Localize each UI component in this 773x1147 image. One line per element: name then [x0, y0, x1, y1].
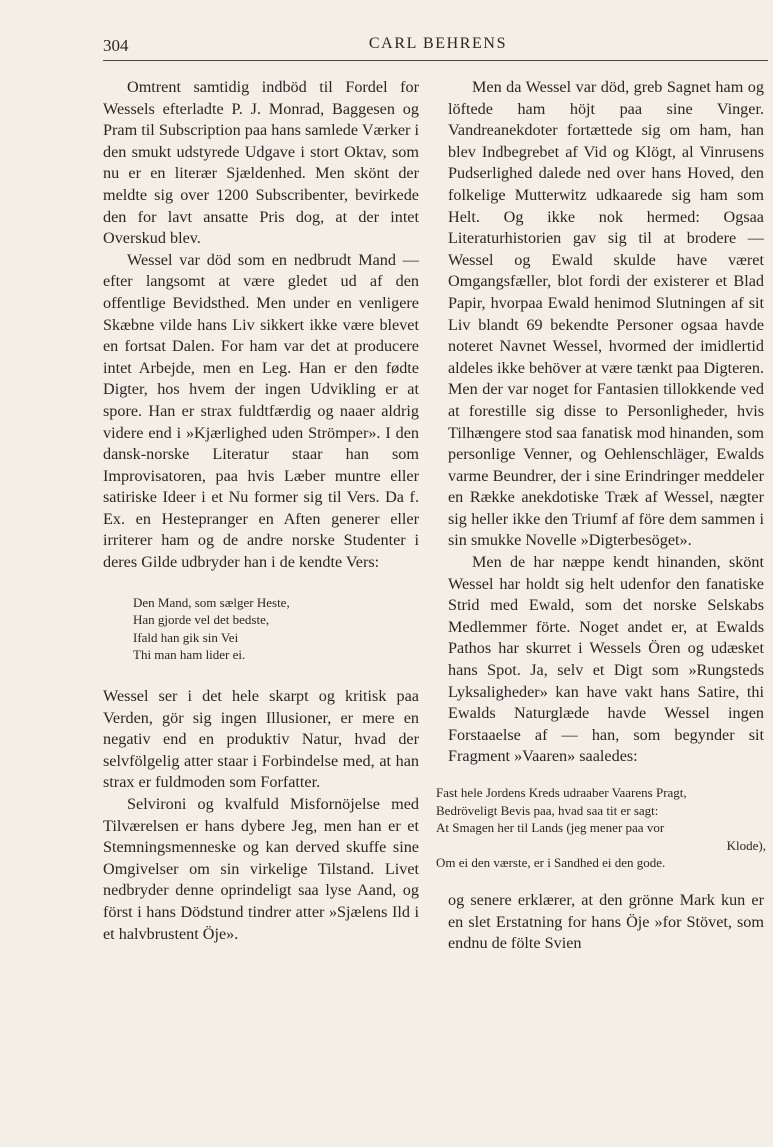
header-rule — [103, 60, 768, 61]
running-title: CARL BEHRENS — [368, 35, 508, 52]
verse-line: Han gjorde vel det bedste, — [133, 612, 270, 628]
paragraph: Men de har næppe kendt hinanden, skönt Wessel har holdt sig helt udenfor den fanatiske Strid med Ewald, som det norske Selskabs Medlemmer förte. Noget andet er, at Ewalds Pathos har skurret i Wessels Ören og udæsket hans Spot. Ja, selv et Digt som »Rungsteds Lyksaligheder» kan have vakt hans Satire, thi Ewalds Naturglæde havde Wessel ingen Forstaaelse af — han, som begynder sit Fragment »Vaaren» saaledes: — [448, 553, 764, 766]
verse-line: Fast hele Jordens Kreds udraaber Vaarens Pragt, — [436, 785, 687, 800]
paragraph: Wessel ser i det hele skarpt og kritisk paa Verden, gör sig ingen Illusioner, er mere en negativ end en produktiv Natur, hvad der selvfölgelig atter staar i Forbindelse med, at han strax er fuldmoden som Forfatter. — [103, 687, 419, 792]
paragraph: Selvironi og kvalfuld Misfornöjelse med Tilværelsen er hans dybere Jeg, men han er et Stemningsmenneske og kan derved skuffe sine Omgivelser om sin virkelige Tilstand. Livet nedbryder denne oprindeligt saa lyse Aand, og först i hans Dödstund tindrer atter »Sjælens Ild i et halvbrustent Öje». — [103, 795, 419, 943]
verse-line: At Smagen her til Lands (jeg mener paa vor — [436, 820, 665, 836]
paragraph: Omtrent samtidig indböd til Fordel for Wessels efterladte P. J. Monrad, Baggesen og Pram til Subscription paa hans samlede Værker i den smukt udstyrede Udgave i stort Oktav, som nu er en literær Sjældenhed. Men skönt der meldte sig over 1200 Subscribenter, bevirkede den for lavt ansatte Pris dog, at der intet Overskud blev. — [103, 78, 419, 248]
right-column — [436, 77, 766, 955]
verse-line: Ifald han gik sin Vei — [133, 629, 239, 645]
paragraph: Men da Wessel var död, greb Sagnet ham og löftede ham höjt paa sine Vinger. Vandreanekdoter fortættede sig om ham, han blev Indbegrebet af Vid og Klögt, al Vinrusens Pudserlighed dalede ned over hans Hoved, den folkelige Mutterwitz udkaarede sig ham som Helt. Og ikke nok hermed: Ogsaa Literaturhistorien gav sig til at brodere — Wessel og Ewald skulde have været Omgangsfæller, blot fordi der existerer et Blad Papir, hvorpaa Ewald henimod Slutningen af sit Liv blandt 69 bekendte Personer ogsaa havde noteret Navnet Wessel, hvormed der imidlertid aldeles ikke behöver at være tænkt paa Digteren. Men der var noget for Fantasien tillokkende ved at forestille sig disse to Personligheder, hvis Tilhængere stod saa fanatisk mod hinanden, som personlige Venner, og Oehlenschläger, Ewalds varme Beundrer, der i sine Erindringer meddeler en Række anekdotiske Træk af Wessel, nægter sig heller ikke den Triumf af före dem sammen i sin smukke Novelle »Digterbesöget». — [448, 78, 764, 550]
paragraph: og senere erklærer, at den grönne Mark kun er en slet Erstatning for hans Öje »for Stövet, som endnu de fölte Svien — [448, 890, 764, 953]
page-header — [103, 34, 773, 58]
verse-quote — [436, 784, 766, 872]
verse-line: Den Mand, som sælger Heste, — [133, 594, 290, 610]
paragraph: Wessel var död som en nedbrudt Mand — efter langsomt at være gledet ud af den offentlige Bevidsthed. Men under en venligere Skæbne vilde hans Liv sikkert ikke være blevet en fortsat Dalen. For ham var det at producere intet Arbejde, men en Leg. Han er den fødte Digter, hos hvem der ingen Udvikling er at spore. Han er strax fuldtfærdig og naaer aldrig videre end i »Kjærlighed uden Strömper». I den dansk-norske Literatur staar han som Improvisatoren, paa hvis Læber muntre eller satiriske Ideer i et Nu former sig til Vers. Da f. Ex. en Hestepranger en Aften generer eller irriterer ham og de andre norske Studenter i deres Gilde udbryder han i de kendte Vers: — [103, 250, 419, 572]
verse-line: Thi man ham lider ei. — [133, 647, 246, 663]
verse-line: Om ei den værste, er i Sandhed ei den gode. — [436, 855, 666, 871]
page-number: 304 — [103, 36, 129, 55]
verse-line: Klode), — [726, 837, 766, 853]
verse-line: Bedröveligt Bevis paa, hvad saa tit er sagt: — [436, 802, 659, 818]
left-column — [103, 77, 419, 945]
verse-quote — [133, 594, 419, 664]
